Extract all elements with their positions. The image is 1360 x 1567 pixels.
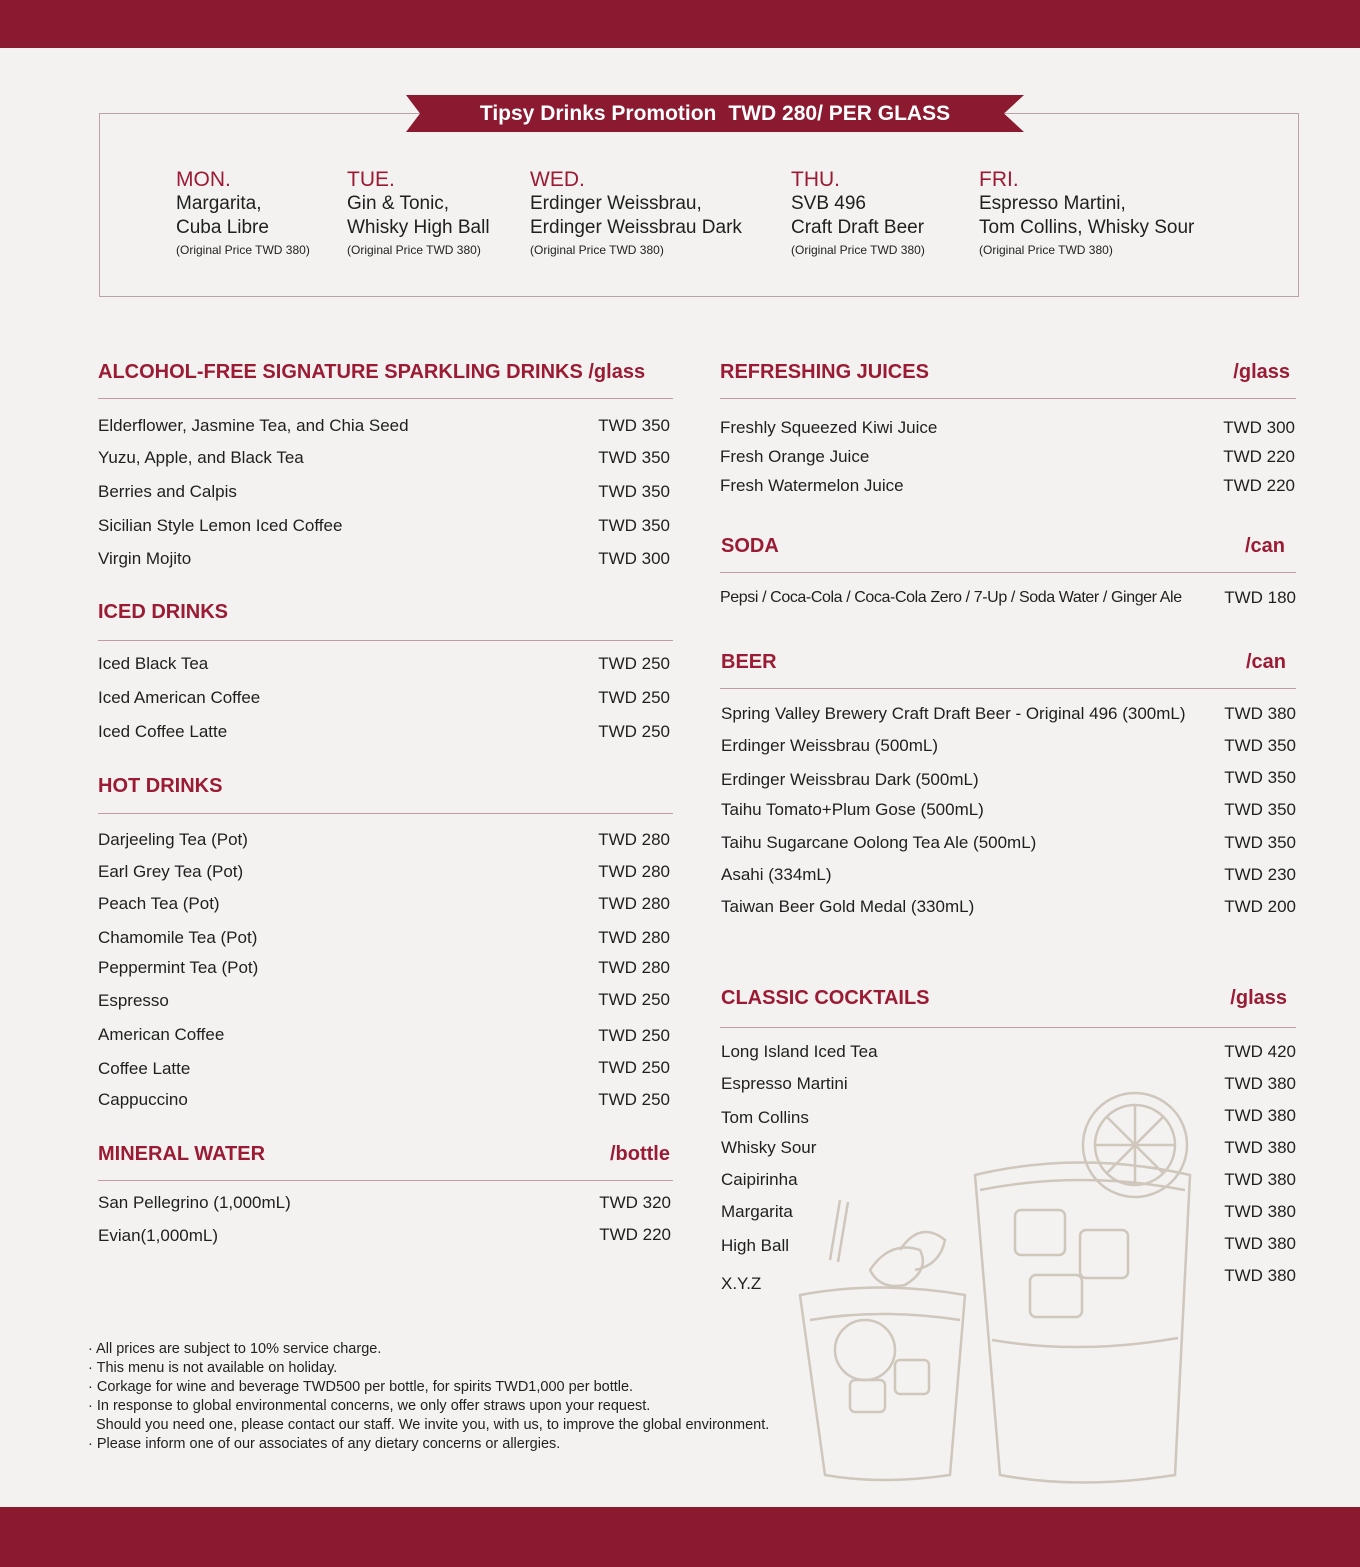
promo-day-wed — [530, 168, 742, 260]
section-divider — [98, 813, 673, 814]
menu-item-name: Sicilian Style Lemon Iced Coffee — [98, 516, 343, 535]
menu-item-price: TWD 350 — [598, 448, 670, 467]
menu-item-price: TWD 280 — [598, 958, 670, 977]
promo-day-mon — [176, 168, 310, 260]
section-title-water: MINERAL WATER — [98, 1143, 266, 1165]
section-title-iced: ICED DRINKS — [98, 601, 229, 623]
day-drink: Erdinger Weissbrau Dark — [530, 217, 742, 238]
section-divider — [720, 688, 1296, 689]
menu-item-name: X.Y.Z — [721, 1274, 762, 1293]
menu-item-name: Peppermint Tea (Pot) — [98, 958, 259, 977]
promo-day-thu — [791, 168, 925, 260]
menu-item-name: Margarita — [721, 1202, 793, 1221]
day-name: FRI. — [979, 168, 1019, 191]
section-unit: /can — [1244, 535, 1285, 557]
menu-item-name: Virgin Mojito — [98, 549, 192, 568]
menu-item-price: TWD 280 — [598, 830, 670, 849]
menu-item-price: TWD 280 — [598, 862, 670, 881]
menu-item-price: TWD 220 — [599, 1225, 671, 1244]
menu-item-name: High Ball — [721, 1236, 790, 1255]
day-drink: Tom Collins, Whisky Sour — [979, 217, 1195, 238]
menu-item-name: Espresso — [98, 991, 169, 1010]
footnotes — [88, 1340, 769, 1454]
menu-item-price: TWD 220 — [1223, 447, 1295, 466]
menu-item-name: Spring Valley Brewery Craft Draft Beer - Original 496 (300mL) — [721, 704, 1186, 723]
section-title-hot: HOT DRINKS — [98, 775, 223, 797]
day-original-price: (Original Price TWD 380) — [530, 243, 664, 257]
menu-item-price: TWD 250 — [598, 1058, 670, 1077]
footnote: · All prices are subject to 10% service charge. — [88, 1341, 382, 1357]
footnote: Should you need one, please contact our staff. We invite you, with us, to improve the global environment. — [96, 1417, 770, 1433]
section-title-cocktails: CLASSIC COCKTAILS — [721, 987, 930, 1009]
menu-item-name: Fresh Watermelon Juice — [720, 476, 904, 495]
section-divider — [98, 398, 673, 399]
promo-ribbon — [406, 95, 1024, 132]
day-drink: Whisky High Ball — [347, 217, 490, 238]
section-divider — [98, 640, 673, 641]
menu-item-name: Coffee Latte — [98, 1059, 191, 1078]
menu-item-price: TWD 350 — [1224, 833, 1296, 852]
promo-title — [406, 95, 1024, 132]
menu-item-price: TWD 250 — [598, 1026, 670, 1045]
menu-item-price: TWD 300 — [1223, 418, 1295, 437]
menu-item-price: TWD 300 — [598, 549, 670, 568]
menu-item-name: Berries and Calpis — [98, 482, 237, 501]
menu-item-name: Taihu Tomato+Plum Gose (500mL) — [721, 800, 984, 819]
menu-item-name: Pepsi / Coca-Cola / Coca-Cola Zero / 7-Up / Soda Water / Ginger Ale — [720, 589, 1182, 606]
menu-item-price: TWD 380 — [1224, 1234, 1296, 1253]
menu-item-name: Erdinger Weissbrau Dark (500mL) — [721, 770, 979, 789]
menu-item-name: Earl Grey Tea (Pot) — [98, 862, 244, 881]
day-original-price: (Original Price TWD 380) — [176, 243, 310, 257]
section-unit: /can — [1245, 651, 1286, 673]
menu-item-name: Iced Coffee Latte — [98, 722, 228, 741]
section-title-beer: BEER — [721, 651, 777, 673]
promo-day-fri — [979, 168, 1194, 260]
section-divider — [720, 1027, 1296, 1028]
section-unit: /glass — [1233, 361, 1290, 383]
day-original-price: (Original Price TWD 380) — [979, 243, 1113, 257]
menu-item-price: TWD 350 — [598, 416, 670, 435]
menu-item-name: American Coffee — [98, 1025, 225, 1044]
day-original-price: (Original Price TWD 380) — [347, 243, 481, 257]
menu-item-price: TWD 280 — [598, 894, 670, 913]
menu-item-price: TWD 320 — [599, 1193, 671, 1212]
bottom-band — [0, 1507, 1360, 1567]
menu-item-price: TWD 420 — [1224, 1042, 1296, 1061]
menu-item-price: TWD 350 — [598, 482, 670, 501]
day-drink: Gin & Tonic, — [347, 193, 450, 214]
menu-item-price: TWD 380 — [1224, 1202, 1296, 1221]
menu-item-name: Espresso Martini — [721, 1074, 848, 1093]
menu-item-price: TWD 230 — [1224, 865, 1296, 884]
menu-item-price: TWD 180 — [1224, 588, 1296, 607]
menu-item-name: Caipirinha — [721, 1170, 798, 1189]
menu-item-price: TWD 250 — [598, 722, 670, 741]
section-title-sparkling: ALCOHOL-FREE SIGNATURE SPARKLING DRINKS /glass — [98, 361, 646, 383]
section-title-juices: REFRESHING JUICES — [720, 361, 929, 383]
day-name: THU. — [791, 168, 840, 191]
menu-item-name: Cappuccino — [98, 1090, 188, 1109]
menu-item-price: TWD 380 — [1224, 1106, 1296, 1125]
menu-item-price: TWD 200 — [1224, 897, 1296, 916]
day-drink: SVB 496 — [791, 193, 866, 214]
day-original-price: (Original Price TWD 380) — [791, 243, 925, 257]
menu-item-name: Iced Black Tea — [98, 654, 209, 673]
footnote: · This menu is not available on holiday. — [88, 1360, 338, 1376]
menu-item-name: San Pellegrino (1,000mL) — [98, 1193, 291, 1212]
menu-item-name: Iced American Coffee — [98, 688, 261, 707]
menu-item-price: TWD 350 — [1224, 800, 1296, 819]
promo-title-text: Tipsy Drinks Promotion — [479, 102, 717, 125]
menu-item-name: Evian(1,000mL) — [98, 1226, 219, 1245]
day-drink: Cuba Libre — [176, 217, 269, 238]
menu-item-price: TWD 380 — [1224, 1138, 1296, 1157]
menu-item-name: Taihu Sugarcane Oolong Tea Ale (500mL) — [721, 833, 1037, 852]
menu-item-price: TWD 250 — [598, 688, 670, 707]
menu-item-price: TWD 350 — [1224, 768, 1296, 787]
menu-item-name: Freshly Squeezed Kiwi Juice — [720, 418, 938, 437]
day-drink: Margarita, — [176, 193, 262, 214]
menu-item-name: Whisky Sour — [721, 1138, 817, 1157]
day-drink: Espresso Martini, — [979, 193, 1126, 214]
menu-item-name: Asahi (334mL) — [721, 865, 832, 884]
menu-item-price: TWD 380 — [1224, 1074, 1296, 1093]
section-title-soda: SODA — [721, 535, 779, 557]
menu-item-price: TWD 280 — [598, 928, 670, 947]
menu-item-price: TWD 220 — [1223, 476, 1295, 495]
section-unit: /glass — [1230, 987, 1287, 1009]
footnote: · Corkage for wine and beverage TWD500 per bottle, for spirits TWD1,000 per bottle. — [88, 1379, 634, 1395]
day-name: TUE. — [347, 168, 395, 191]
drinks-sketch-illustration — [780, 1080, 1200, 1500]
day-drink: Erdinger Weissbrau, — [530, 193, 702, 214]
menu-item-price: TWD 380 — [1224, 1266, 1296, 1285]
menu-item-name: Peach Tea (Pot) — [98, 894, 220, 913]
menu-item-price: TWD 250 — [598, 654, 670, 673]
section-unit: /bottle — [610, 1143, 670, 1165]
menu-item-name: Taiwan Beer Gold Medal (330mL) — [721, 897, 975, 916]
menu-item-name: Tom Collins — [721, 1108, 809, 1127]
menu-item-name: Chamomile Tea (Pot) — [98, 928, 258, 947]
menu-item-price: TWD 250 — [598, 1090, 670, 1109]
menu-item-price: TWD 380 — [1224, 704, 1296, 723]
menu-item-price: TWD 380 — [1224, 1170, 1296, 1189]
menu-item-name: Fresh Orange Juice — [720, 447, 870, 466]
day-name: WED. — [530, 168, 585, 191]
day-drink: Craft Draft Beer — [791, 217, 925, 238]
footnote: · In response to global environmental concerns, we only offer straws upon your request. — [88, 1398, 651, 1414]
menu-item-name: Long Island Iced Tea — [721, 1042, 878, 1061]
menu-item-price: TWD 350 — [598, 516, 670, 535]
menu-item-name: Darjeeling Tea (Pot) — [98, 830, 248, 849]
section-divider — [720, 572, 1296, 573]
menu-item-name: Yuzu, Apple, and Black Tea — [98, 448, 304, 467]
top-band — [0, 0, 1360, 48]
promo-price: TWD 280/ PER GLASS — [728, 102, 951, 125]
day-name: MON. — [176, 168, 231, 191]
menu-item-name: Erdinger Weissbrau (500mL) — [721, 736, 938, 755]
menu-item-price: TWD 250 — [598, 990, 670, 1009]
section-divider — [98, 1180, 673, 1181]
footnote: · Please inform one of our associates of any dietary concerns or allergies. — [88, 1436, 561, 1452]
menu-item-price: TWD 350 — [1224, 736, 1296, 755]
promo-day-tue — [347, 168, 490, 260]
menu-item-name: Elderflower, Jasmine Tea, and Chia Seed — [98, 416, 409, 435]
section-divider — [720, 398, 1296, 399]
